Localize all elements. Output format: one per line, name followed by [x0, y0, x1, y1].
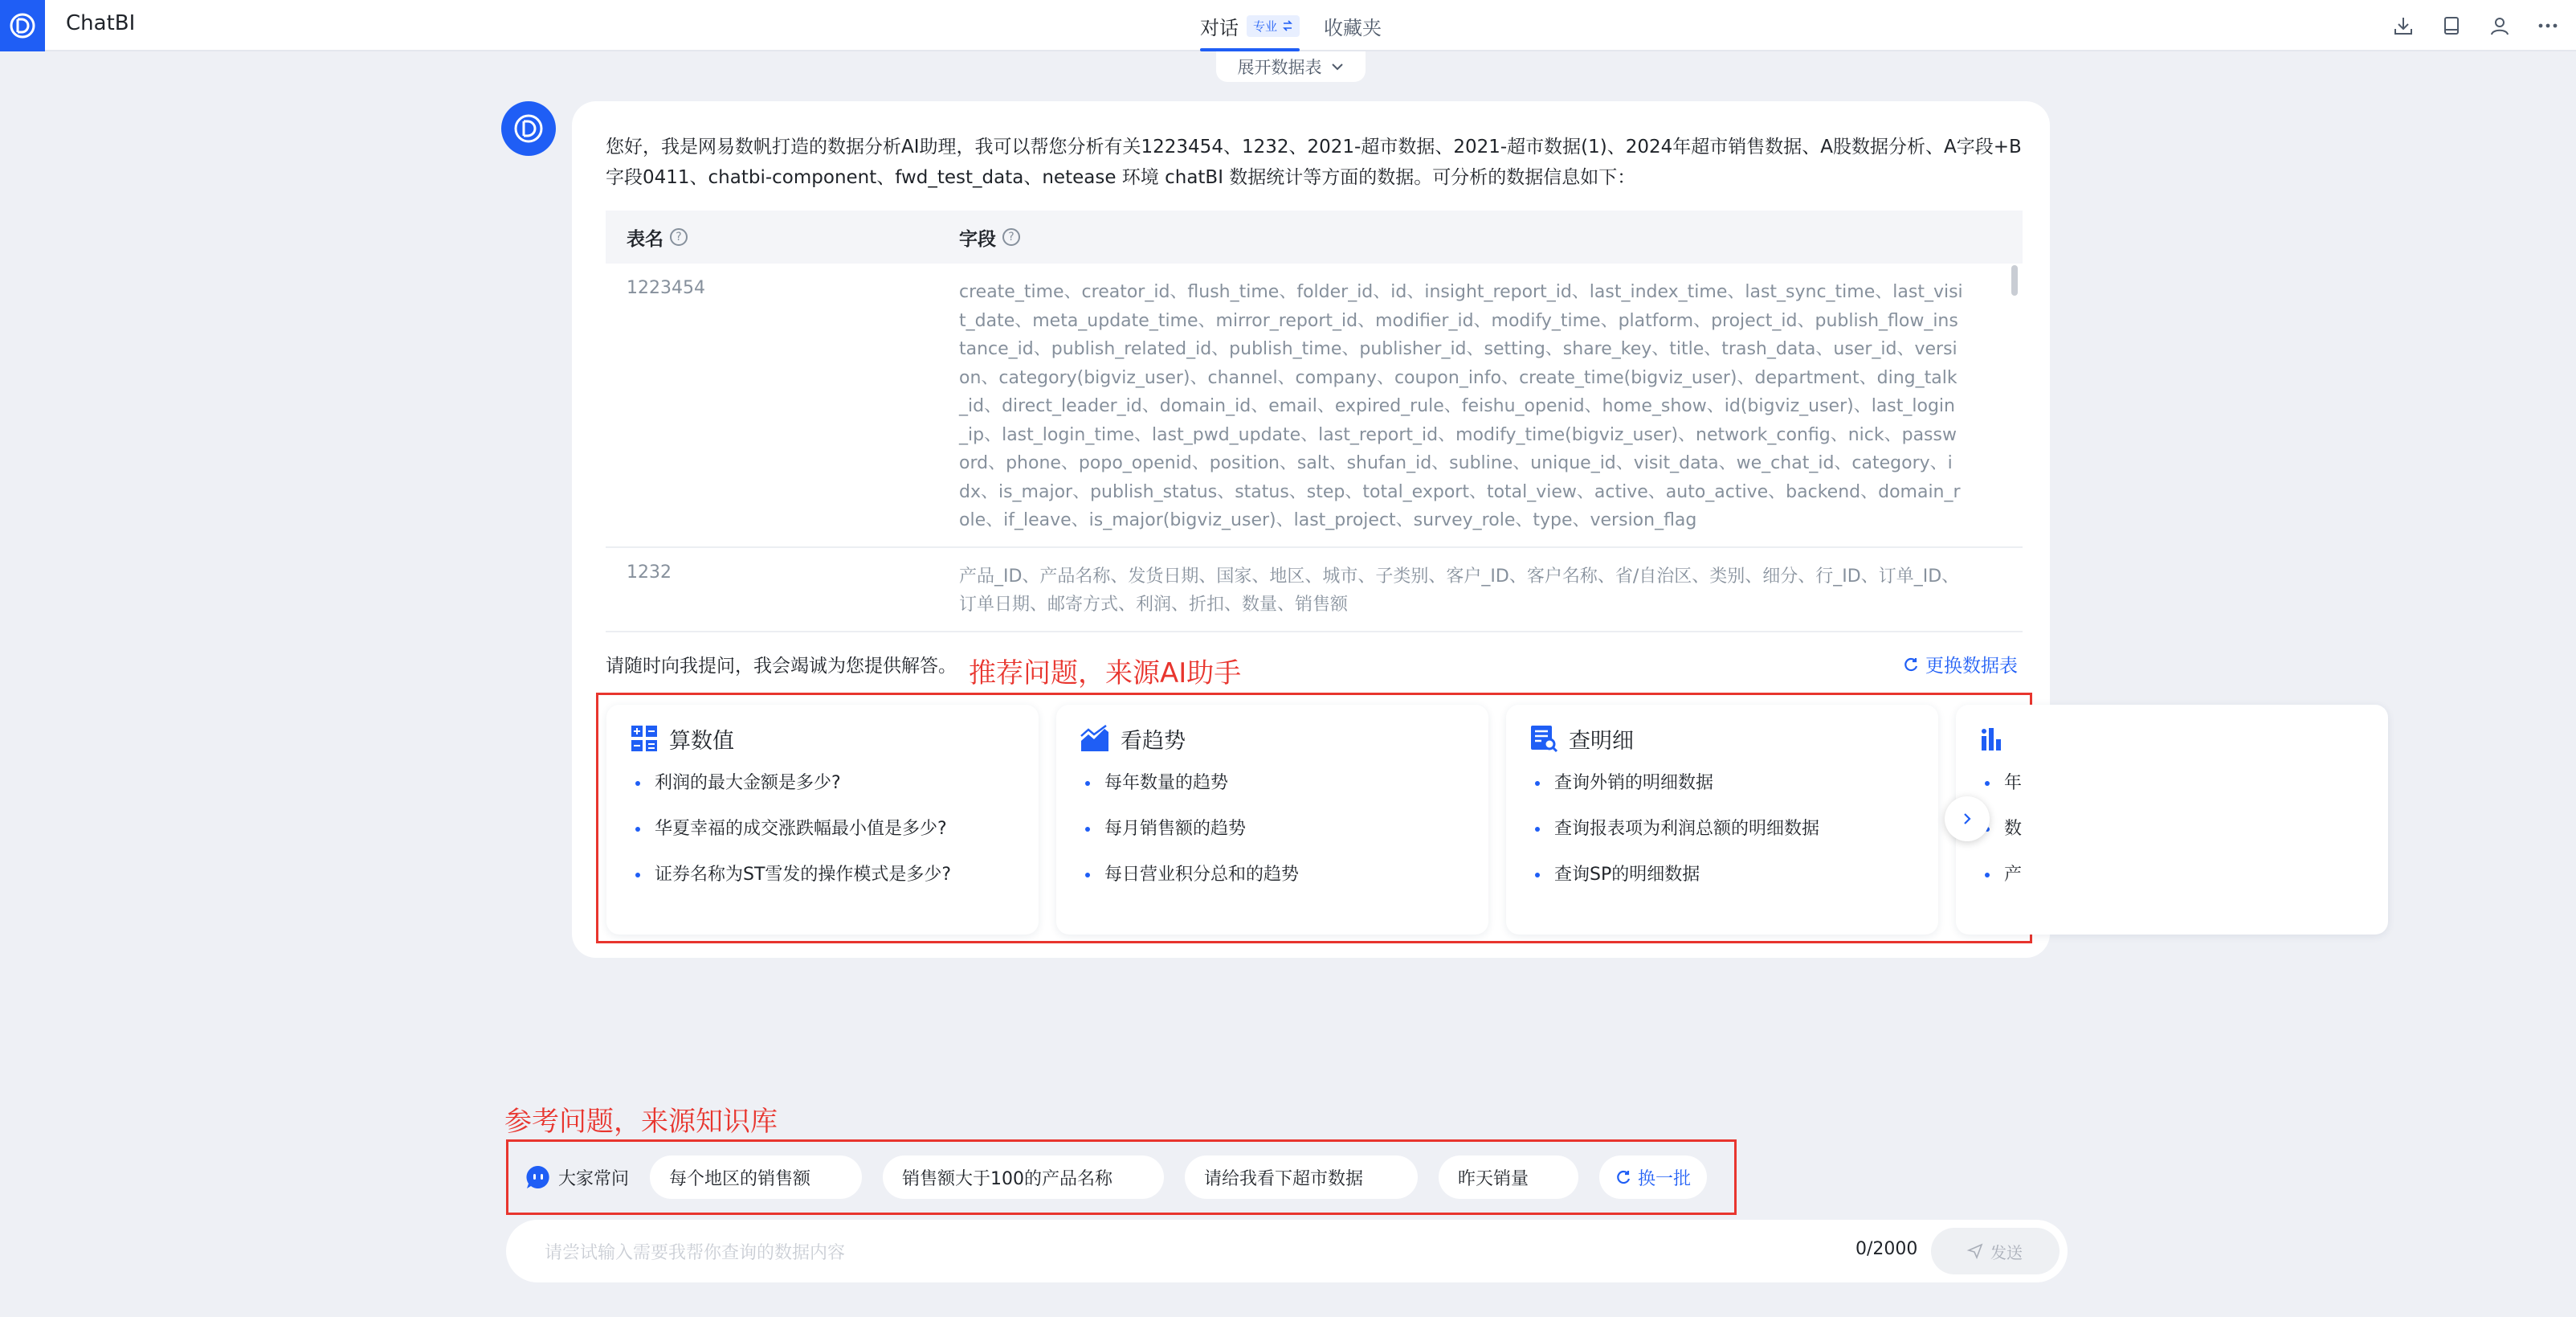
recommend-card-trend [1056, 705, 1488, 935]
recommended-question[interactable]: 利润的最大金额是多少? [631, 767, 1039, 813]
column-table-name-label: 表名 [627, 228, 663, 250]
recommended-question[interactable]: 年 [1980, 767, 2388, 813]
table-header [606, 211, 2023, 264]
fields-cell: 产品_ID、产品名称、发货日期、国家、地区、城市、子类别、客户_ID、客户名称、省/自治区、类别、细分、行_ID、订单_ID、订单日期、邮寄方式、利润、折扣、数量、销售额 [959, 566, 1960, 615]
recommend-card-partial [1956, 705, 2388, 935]
send-icon [1968, 1244, 1982, 1258]
column-header-fields [959, 224, 1020, 251]
annotation-recommended: 推荐问题，来源AI助手 [969, 657, 1242, 689]
recommended-questions-area [596, 693, 2032, 943]
download-icon[interactable] [2391, 14, 2415, 38]
recommend-card-calc [606, 705, 1039, 935]
recommended-question[interactable]: 证券名称为ST雪发的操作模式是多少? [631, 859, 1039, 905]
recommend-carousel [606, 705, 2023, 935]
help-icon[interactable]: ? [670, 228, 688, 246]
tab-chat-label: 对话 [1200, 16, 1239, 39]
annotation-reference: 参考问题，来源知识库 [504, 1106, 778, 1138]
question-list [1980, 767, 2388, 905]
expand-label: 展开数据表 [1237, 58, 1322, 77]
change-table-button[interactable] [1903, 651, 2018, 677]
intro-text: 您好，我是网易数帆打造的数据分析AI助理，我可以帮您分析有关1223454、1232、2021-超市数据、2021-超市数据(1)、2024年超市销售数据、A股数据分析、A字段+B字段0411、chatbi-component、fwd_test_data、netease 环境 chatBI 数据统计等方面的数据。可分析的数据信息如下： [606, 137, 2022, 188]
more-icon[interactable] [2536, 14, 2560, 38]
bar-chart-icon [1980, 725, 2007, 752]
table-row [606, 264, 2023, 548]
chat-input-bar[interactable] [506, 1220, 2068, 1282]
faq-label-text: 大家常问 [558, 1168, 630, 1189]
recommended-question[interactable]: 查询报表项为利润总额的明细数据 [1530, 813, 1938, 859]
assistant-avatar [501, 101, 556, 156]
column-header-table-name [606, 224, 959, 251]
calculator-icon [631, 725, 658, 752]
top-header [0, 0, 2576, 51]
bot-face-icon [526, 1165, 550, 1189]
swap-batch-button[interactable] [1599, 1155, 1707, 1199]
tab-chat[interactable] [1200, 0, 1300, 51]
recommended-question[interactable]: 华夏幸福的成交涨跌幅最小值是多少? [631, 813, 1039, 859]
recommended-question[interactable]: 每年数量的趋势 [1080, 767, 1488, 813]
table-name-cell: 1223454 [627, 278, 705, 298]
recommended-question[interactable]: 数 [1980, 813, 2388, 859]
table-scrollbar[interactable] [2011, 265, 2018, 296]
chat-input-placeholder[interactable]: 请尝试输入需要我帮你查询的数据内容 [545, 1243, 846, 1263]
send-button[interactable] [1931, 1228, 2060, 1274]
reference-question-chip[interactable]: 每个地区的销售额 [650, 1155, 862, 1199]
table-name-cell: 1232 [627, 562, 672, 583]
recommended-question[interactable]: 查询外销的明细数据 [1530, 767, 1938, 813]
recommended-question[interactable]: 查询SP的明细数据 [1530, 859, 1938, 905]
assistant-logo-icon [512, 112, 545, 145]
faq-label [526, 1165, 629, 1190]
recommended-question[interactable]: 产 [1980, 859, 2388, 905]
card-header [1980, 722, 2388, 755]
prompt-text: 请随时向我提问，我会竭诚为您提供解答。 [606, 656, 957, 677]
refresh-icon [1903, 656, 1919, 673]
reference-question-chip[interactable]: 昨天销量 [1439, 1155, 1578, 1199]
user-icon[interactable] [2488, 14, 2512, 38]
help-icon[interactable]: ? [1002, 228, 1020, 246]
detail-search-icon [1530, 725, 1557, 752]
app-title: ChatBI [66, 11, 136, 35]
pro-mode-badge[interactable] [1247, 15, 1300, 37]
reference-questions-area [506, 1139, 1737, 1215]
carousel-next-button[interactable] [1945, 796, 1990, 841]
logo[interactable] [0, 0, 45, 51]
header-toolbar [2391, 0, 2560, 51]
column-fields-label: 字段 [959, 228, 996, 250]
fields-cell: create_time、creator_id、flush_time、folder_id、id、insight_report_id、last_index_time、last_sync_time、last_visit_date、meta_update_time、mirror_report_id、modifier_id、modify_time、platform、project_id、publish_flow_instance_id、publish_related_id、publish_time、publisher_id、setting、share_key、title、trash_data、user_id、version、category(bigviz_user)、channel、company、coupon_info、create_time(bigviz_user)、department、ding_talk_id、direct_leader_id、domain_id、email、expired_rule、feishu_openid、home_show、id(bigviz_user)、last_login_ip、last_login_time、last_pwd_update、last_report_id、modify_time(bigviz_user)、network_config、nick、password、phone、popo_openid、position、salt、shufan_id、subline、unique_id、visit_data、we_chat_id、category、idx、is_major、publish_status、status、step、total_export、total_view、active、auto_active、backend、domain_role、if_leave、is_major(bigviz_user)、last_project、survey_role、type、version_flag [959, 282, 1963, 530]
swap-batch-label: 换一批 [1638, 1168, 1692, 1189]
question-list [1080, 767, 1488, 905]
main-tabs [1200, 0, 1382, 51]
chevron-right-icon [1959, 811, 1975, 827]
table-row [606, 548, 2023, 632]
card-title: 算数值 [669, 728, 734, 754]
card-title: 查明细 [1569, 728, 1634, 754]
card-header [1530, 722, 1938, 755]
change-table-label: 更换数据表 [1925, 656, 2018, 677]
reference-question-chip[interactable]: 请给我看下超市数据 [1185, 1155, 1418, 1199]
pro-badge-label: 专业 [1253, 18, 1278, 34]
trend-chart-icon [1080, 725, 1109, 752]
recommended-question[interactable]: 每月销售额的趋势 [1080, 813, 1488, 859]
card-header [1080, 722, 1488, 755]
recommend-track [606, 705, 2023, 935]
char-counter: 0/2000 [1855, 1239, 1918, 1259]
refresh-icon [1615, 1169, 1631, 1185]
recommend-card-detail [1506, 705, 1938, 935]
switch-icon [1282, 20, 1293, 31]
card-title: 看趋势 [1121, 728, 1186, 754]
expand-data-table-button[interactable] [1216, 51, 1366, 82]
question-list [631, 767, 1039, 905]
send-label: 发送 [1990, 1242, 2023, 1262]
logo-icon [9, 12, 36, 39]
chevron-down-icon [1330, 59, 1345, 74]
question-list [1530, 767, 1938, 905]
card-header [631, 722, 1039, 755]
book-icon[interactable] [2439, 14, 2464, 38]
reference-question-chip[interactable]: 销售额大于100的产品名称 [883, 1155, 1164, 1199]
tab-favorites[interactable]: 收藏夹 [1324, 16, 1382, 39]
recommended-question[interactable]: 每日营业积分总和的趋势 [1080, 859, 1488, 905]
